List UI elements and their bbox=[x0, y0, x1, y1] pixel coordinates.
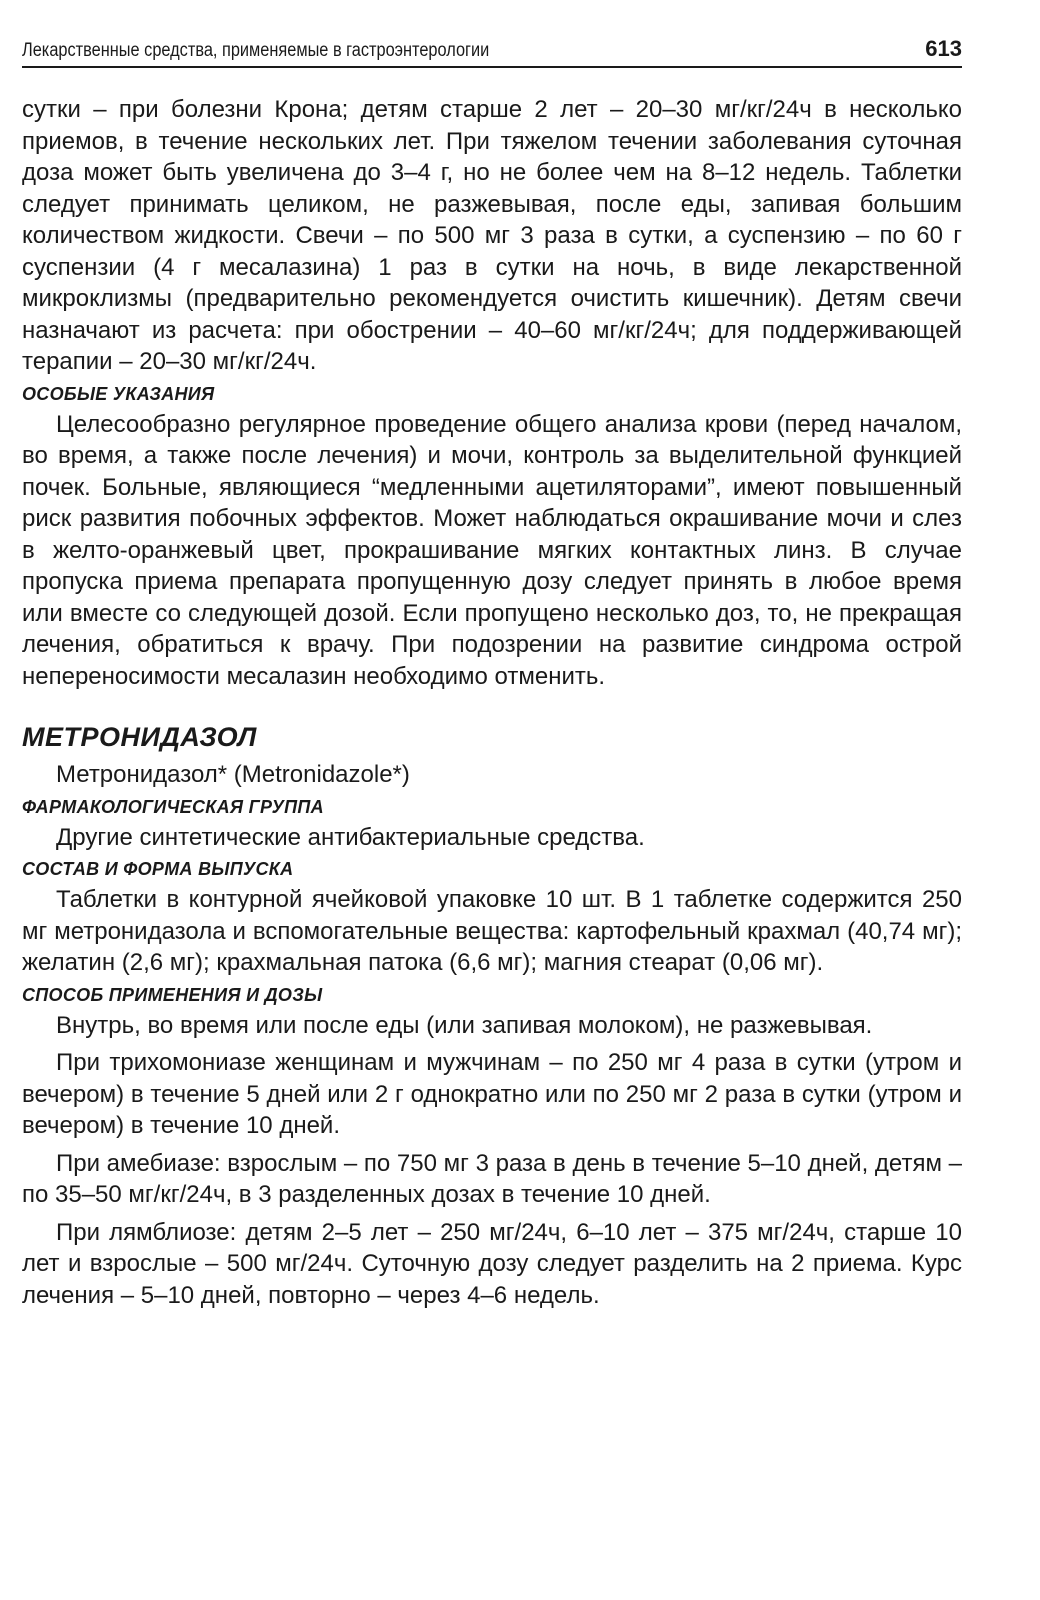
running-header bbox=[22, 36, 962, 68]
special-instructions-text: Целесообразно регулярное проведение общего анализа крови (перед началом, во время, а также после лечения) и мочи, контроль за выделительной функцией почек. Больные, являющиеся “медленными ацетиляторами”, имеют повышенный риск развития побочных эффектов. Может наблюдаться окрашивание мочи и слез в желто-оранжевый цвет, прокрашивание мягких контактных линз. В случае пропуска приема препарата пропущенную дозу следует принять в любое время или вместе со следующей дозой. Если пропущено несколько доз, то, не прекращая лечения, обратиться к врачу. При подозрении на развитие синдрома острой непереносимости месалазин необходимо отменить. bbox=[22, 410, 962, 690]
dosage-paragraph: При лямблиозе: детям 2–5 лет – 250 мг/24ч, 6–10 лет – 375 мг/24ч, старше 10 лет и взрослые – 500 мг/24ч. Суточную дозу следует разделить на 2 приема. Курс лечения – 5–10 дней, повторно – через 4–6 недель. bbox=[22, 1218, 962, 1309]
pharmacological-group-text: Другие синтетические антибактериальные средства. bbox=[56, 823, 645, 851]
drug-title: МЕТРОНИДАЗОЛ bbox=[22, 722, 257, 752]
page-number: 613 bbox=[925, 36, 962, 61]
composition-heading: СОСТАВ И ФОРМА ВЫПУСКА bbox=[22, 859, 294, 879]
dosage-heading: СПОСОБ ПРИМЕНЕНИЯ И ДОЗЫ bbox=[22, 984, 323, 1005]
special-instructions-heading: ОСОБЫЕ УКАЗАНИЯ bbox=[22, 383, 215, 404]
dosage-paragraph: При амебиазе: взрослым – по 750 мг 3 раза в день в течение 5–10 дней, детям – по 35–50 мг/кг/24ч, в 3 разделенных дозах в течение 10 дней. bbox=[22, 1149, 962, 1208]
intro-paragraph: сутки – при болезни Крона; детям старше 2 лет – 20–30 мг/кг/24ч в несколько приемов, в течение нескольких лет. При тяжелом течении заболевания суточная доза может быть увеличена до 3–4 г, но не более чем на 8–12 недель. Таблетки следует принимать целиком, не разжевывая, после еды, запивая большим количеством жидкости. Свечи – по 500 мг 3 раза в сутки, а суспензию – по 60 г суспензии (4 г месалазина) 1 раз в сутки на ночь, в виде лекарственной микроклизмы (предварительно рекомендуется очистить кишечник). Детям свечи назначают из расчета: при обострении – 40–60 мг/кг/24ч; для поддерживающей терапии – 20–30 мг/кг/24ч. bbox=[22, 96, 962, 375]
drug-names: Метронидазол* (Metronidazole*) bbox=[56, 761, 410, 788]
dosage-paragraph: Внутрь, во время или после еды (или запивая молоком), не разжевывая. bbox=[56, 1011, 873, 1039]
composition-text: Таблетки в контурной ячейковой упаковке 10 шт. В 1 таблетке содержится 250 мг метронидазола и вспомогательные вещества: картофельный крахмал (40,74 мг); желатин (2,6 мг); крахмальная патока (6,6 мг); магния стеарат (0,06 мг). bbox=[22, 886, 962, 976]
pharmacological-group-heading: ФАРМАКОЛОГИЧЕСКАЯ ГРУППА bbox=[22, 796, 324, 817]
running-header-title: Лекарственные средства, применяемые в гастроэнтерологии bbox=[22, 40, 490, 61]
dosage-paragraph: При трихомониазе женщинам и мужчинам – по 250 мг 4 раза в сутки (утром и вечером) в течение 5 дней или 2 г однократно или по 250 мг 2 раза в сутки (утром и вечером) в течение 10 дней. bbox=[22, 1049, 962, 1139]
page bbox=[22, 36, 962, 1311]
